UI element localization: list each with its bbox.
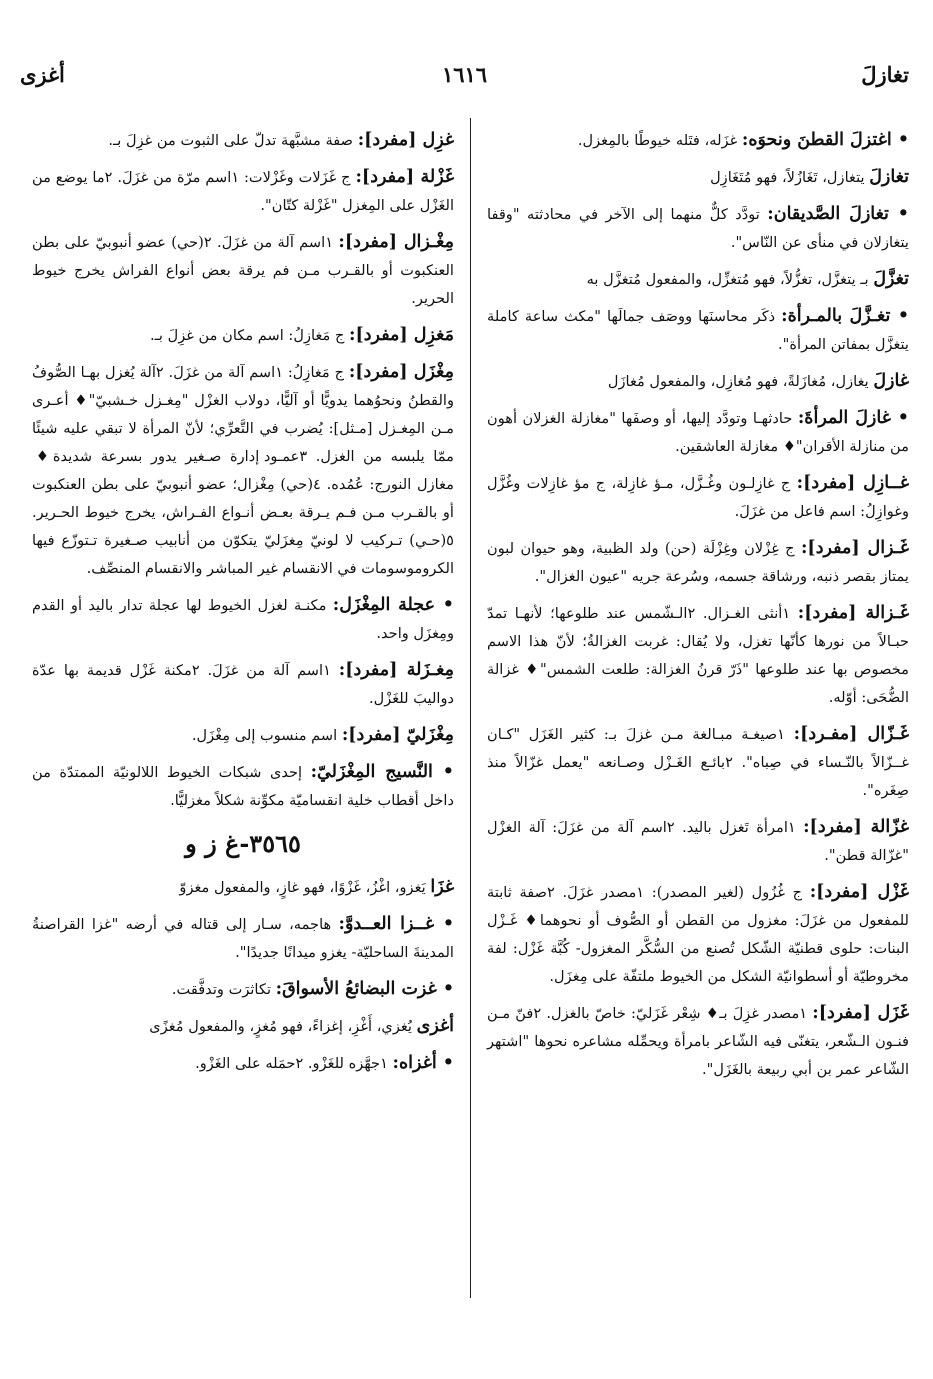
entry-definition: ذكَر محاسنَها ووصَف جمالَها "مكث ساعة كاملة يتغزَّل بمفاتن المرأة". (487, 308, 909, 353)
dictionary-entry (32, 873, 454, 902)
entry-headword: • اغتزلَ القطنَ ونحوَه: (741, 130, 909, 150)
entry-definition: بـ يتغزَّل، تغزُّلاً، فهو مُتغزِّل، والمفعول مُتغزَّل به (586, 271, 874, 288)
dictionary-entry (32, 656, 454, 713)
dictionary-entry (32, 1012, 454, 1041)
dictionary-entry (487, 126, 909, 155)
entry-definition: ١مصدر غزِلَ بـ♦ شِعْر غَزَليّ: خاصّ بالغزل. ٢فنّ مـن فنـون الـشّعر، يتغنّى فيه الشّاعر بامرأة ويحمِّله مشاعره نحوها "اشتهر الشّاعر عمر بن أبي ربيعة بالغَزَل". (487, 1005, 909, 1078)
entry-headword: • تغـزَّلَ بالمـرأة: (781, 306, 909, 326)
entry-definition: تكاثرَت وتدفَّقت. (171, 981, 276, 998)
dictionary-entry (487, 469, 909, 526)
entry-definition: حادثهـا وتودَّد إليها، أو وصفَها "مغازلة الغزلان أهون من منازلة الأقران"♦ مغازلة العاشقين. (487, 410, 909, 455)
dictionary-entry (487, 720, 909, 805)
entry-definition: ج مَغازِلُ: ١اسم آلة من غزَلَ. ٢آلة يُغزل بهـا الصُّوفُ والقطنُ ونحوُهما يدويًّا أو آليًّا، دولاب الغزْل "مِغـزل خـشبيّ"♦ أعـرى مـن المِغـزل [مـثل]: يُضرب في التَّعرِّي؛ لأنّ المرأة لا تبقي عليه شيئًا ممّا يلبسه من الغزل. ٣عمـود إدارة صـغير يدور بسرعة شديدة♦ مغازل النورج: عُمُده. ٤(حي) مِغْزال؛ عضو أنبوبيّ على بطن العنكبوت أو بالقـرب مـن فـم يـرقة بعـض أنـواع الفـراش، يخرج خيوط الحـرير. ٥(حـي) تـركيب لا لونيّ مِغزَليّ يتكوّن من أنابيب صـغيرة تـتوزّع فيها الكروموسومات في الانقسام غير المباشر والانقسام المنصِّف. (32, 364, 454, 577)
entry-definition: ج غَزَلات وغَزْلات: ١اسم مرّة من غزَلَ. ٢ما يوضع من الغَزْل على المِغزل "غَزْلة كتّان". (32, 169, 454, 214)
entry-definition: ١اسم آلة من غزَلَ. ٢مكنة غَزْل قديمة بها عدّة دواليبَ للغَزْل. (32, 662, 454, 707)
entry-headword: غَزْلة [مفرد]: (355, 167, 454, 187)
entry-definition: هاجمه، سـار إلى قتاله في أرضه "غزا القراصنةُ المدينةَ الساحليّة- يغزو ميدانًا جديدًا". (32, 916, 454, 961)
section-title: ٣٥٦٥-غ ز و (185, 829, 301, 858)
dictionary-entry (32, 975, 454, 1004)
dictionary-entry (32, 910, 454, 967)
entry-definition: ج غازِلـون وغُـزَّل، مـؤ غازِلة، ج مؤ غازِلات وغُزَّل وغوازِلُ: اسم فاعل من غزَلَ. (487, 475, 909, 520)
entry-headword: • غزت البضائعُ الأسواقَ: (275, 979, 454, 999)
column-divider (470, 118, 471, 1298)
entry-headword: • أغزاه: (392, 1053, 454, 1073)
dictionary-entry (32, 163, 454, 220)
entry-definition: يتغازل، تَغَازُلاً، فهو مُتَغَازِل (710, 169, 870, 186)
entry-definition: ١أنثى الغـزال. ٢الـشّمس عند طلوعها؛ لأنهـا تمدّ حبـالاً من نورها كأنّها تغزل، ولا يُقال: غربت الغزالةُ؛ لأنّ هذا الاسم مخصوص بها عند طلوعها "ذَرّ قرنُ الغزالة: طلعت الشمس"♦ غزالة الضُّحَى: أوّله. (487, 605, 909, 706)
dictionary-entry (32, 228, 454, 313)
entry-definition: ١اسم آلة من غزَلَ. ٢(حي) عضو أنبوبيّ على بطن العنكبوت أو بالقـرب مـن فم يرقة بعض أنواع الفراش يخرج خيوط الحرير. (32, 234, 454, 307)
entry-definition: ج غِزْلان وغِزْلَة (حن) ولد الظبية، وهو حيوان لبون يمتاز بقصر ذنبه، ورشاقة جسمه، وسُرعة جريه "عيون الغزال". (487, 540, 909, 585)
entry-headword: غَـزال [مفرد]: (800, 538, 909, 558)
entry-headword: غازلَ (873, 371, 909, 391)
page-header (20, 0, 909, 96)
dictionary-entry (32, 321, 454, 350)
entry-headword: • غازلَ المرأةَ: (797, 408, 909, 428)
dictionary-entry (32, 1049, 454, 1078)
dictionary-entry (487, 163, 909, 192)
left-column-entries-after (32, 873, 454, 1078)
entry-headword: غَـزّال [مفـرد]: (793, 724, 909, 744)
entry-headword: غزَا (430, 877, 454, 897)
dictionary-entry (487, 302, 909, 359)
dictionary-entry (487, 599, 909, 712)
entry-headword: تغازلَ (869, 167, 909, 187)
entry-headword: غَـزالة [مفرد]: (797, 603, 909, 623)
dictionary-entry (487, 999, 909, 1084)
dictionary-entry (32, 126, 454, 155)
dictionary-entry (487, 534, 909, 591)
entry-headword: مِغـزَلة [مفرد]: (338, 660, 455, 680)
entry-headword: • تغازلَ الصَّديقان: (767, 204, 909, 224)
entry-definition: يغازل، مُغازَلةً، فهو مُغازِل، والمفعول مُغازَل (607, 373, 874, 390)
dictionary-entry (487, 367, 909, 396)
entry-definition: غزَله، فتَله خيوطًا بالمِغزل. (577, 132, 742, 149)
entry-headword: • عجلة المِغْزَل: (332, 595, 454, 615)
right-column (477, 96, 909, 1326)
dictionary-entry (487, 813, 909, 870)
header-right-word: تغازلَ (861, 62, 909, 87)
entry-definition: ج مَغازِلُ: اسم مكان من غزِلَ بـ. (150, 327, 350, 344)
dictionary-entry (487, 404, 909, 461)
entry-headword: مِغْـزال [مفرد]: (338, 232, 455, 252)
entry-definition: مكنـة لغزل الخيوط لها عجلة تدار باليد أو القدم ومِغزَل واحد. (32, 597, 454, 642)
entry-headword: غزِل [مفرد]: (357, 130, 454, 150)
header-left-word: أغزى (20, 62, 65, 87)
entry-definition: ج غُزُول (لغير المصدر): ١مصدر غزَلَ. ٢صفة ثابتة للمفعول من غزَلَ: مغزول من القطن أو الصُّوف أو نحوهما♦ غَـزْل البنات: حلوى قطنيّة الشّكل تُصنع من السُّكَّر المغزول- كُبَّة غَزْل: لفة مخروطيّة أو أسطوانيّة الشكل من الخيوط ملتفّة على مِغزَل. (487, 884, 909, 985)
entry-headword: • غــزا العــدوَّ: (338, 914, 455, 934)
dictionary-entry (32, 721, 454, 750)
entry-headword: غزّالة [مفرد]: (803, 817, 910, 837)
left-column-entries (32, 126, 454, 815)
entry-definition: صفة مشبَّهة تدلّ على الثبوت من غزِلَ بـ. (108, 132, 358, 149)
entry-definition: اسم منسوب إلى مِغْزَل. (191, 727, 342, 744)
entry-headword: تغزَّلَ (873, 269, 909, 289)
entry-headword: مِغْزَل [مفرد]: (348, 362, 454, 382)
dictionary-entry (32, 591, 454, 648)
entry-definition: ١جهَّزه للغَزْو. ٢حمَله على الغَزْو. (195, 1055, 393, 1072)
entry-definition: تودَّد كلٌّ منهما إلى الآخر في محادثته "وقفا يتغازلان في منأى عن النّاس". (487, 206, 909, 251)
dictionary-entry (32, 758, 454, 815)
entry-headword: غــازِل [مفرد]: (796, 473, 909, 493)
entry-definition: يُغزي، أَغْزِ، إغزاءً، فهو مُغزٍ، والمفعول مُغزًى (149, 1018, 417, 1035)
columns (20, 96, 909, 1326)
entry-headword: غَزَل [مفرد]: (812, 1003, 910, 1023)
dictionary-entry (487, 265, 909, 294)
entry-headword: أغزى (416, 1016, 454, 1036)
left-column (32, 96, 464, 1326)
entry-definition: ١صيغـة مبـالغة مـن غزلَ بـ: كثير الغَزَل "كـان غــزّالاً بالنّـساء في صِباه". ٢بائـع الغَـزْل وصـانعه "يعمل غزّالاً منذ صِغَره". (487, 726, 909, 799)
dictionary-entry (32, 358, 454, 583)
dictionary-entry (487, 878, 909, 991)
entry-headword: • النَّسيج المِغْزَليّ: (310, 762, 454, 782)
entry-headword: مِغْزَليّ [مفرد]: (341, 725, 454, 745)
entry-definition: إحدى شبكات الخيوط اللالونيّة الممتدّة من داخل أقطاب خلية انقساميّة مكوِّنة شكلاً مغزليًّا. (32, 764, 454, 809)
entry-definition: يَغزو، اغْزُ، غَزْوًا، فهو غازٍ، والمفعول مغزوّ (179, 879, 431, 896)
page-number: ١٦١٦ (441, 62, 488, 87)
dictionary-entry (487, 200, 909, 257)
entry-headword: غَزْل [مفرد]: (809, 882, 910, 902)
entry-headword: مَغزِل [مفرد]: (349, 325, 454, 345)
entry-definition: ١امرأة تَغزل باليد. ٢اسم آلة من غزَلَ: آلة الغزْل "غزّالة قطن". (487, 819, 909, 864)
